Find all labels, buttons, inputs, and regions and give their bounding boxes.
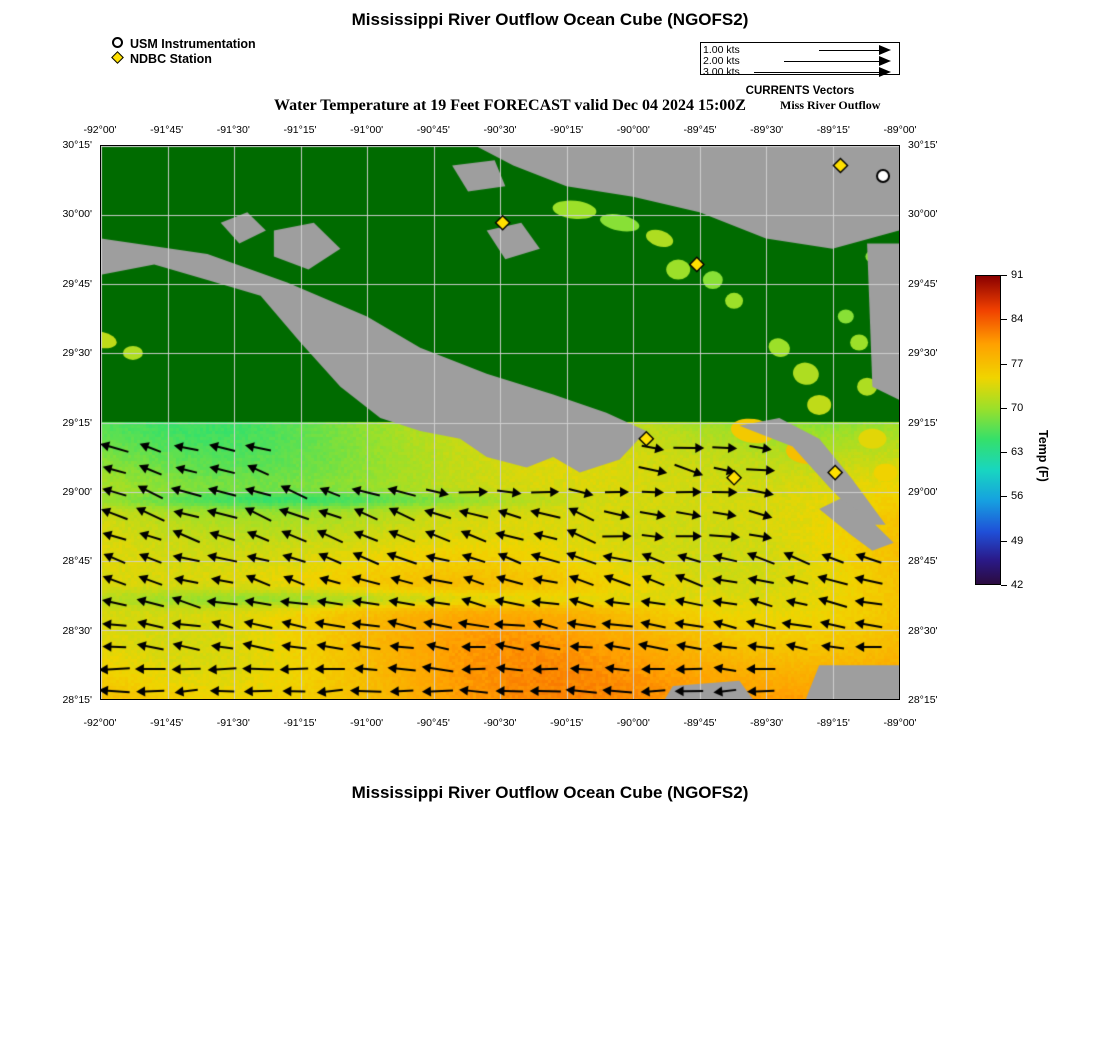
y-tick-label: 29°00' (908, 485, 938, 498)
colorbar-tick-label: 49 (1011, 534, 1024, 547)
colorbar-tick (1001, 275, 1007, 276)
colorbar-tick (1001, 541, 1007, 542)
x-tick-label: -89°15' (816, 124, 850, 136)
vector-shaft-1 (819, 50, 879, 51)
colorbar-tick (1001, 585, 1007, 586)
colorbar-tick (1001, 364, 1007, 365)
y-tick-label: 29°45' (62, 277, 92, 290)
x-tick-label: -91°30' (216, 717, 250, 729)
x-tick-label: -90°45' (416, 124, 450, 136)
y-tick-label: 30°15' (908, 139, 938, 151)
y-tick-label: 28°45' (908, 555, 938, 568)
vector-key-label-2: 2.00 kts (703, 55, 740, 67)
x-tick-label: -91°15' (283, 717, 317, 729)
y-tick-label: 29°15' (62, 416, 92, 429)
legend-label-ndbc: NDBC Station (130, 51, 212, 66)
x-tick-label: -91°15' (283, 124, 317, 136)
vector-key-row-3 (701, 67, 901, 78)
vector-key-label-1: 1.00 kts (703, 44, 740, 56)
x-tick-label: -90°45' (416, 717, 450, 729)
vector-head-icon (879, 56, 891, 66)
y-tick-label: 29°00' (62, 485, 92, 498)
currents-vector-key (700, 42, 900, 78)
circle-marker-icon (110, 36, 130, 51)
map-plot-area[interactable] (100, 145, 900, 700)
x-tick-label: -91°00' (350, 124, 384, 136)
map-legend (110, 36, 256, 66)
x-tick-label: -91°45' (150, 717, 184, 729)
vector-key-caption: CURRENTS Vectors (745, 85, 855, 97)
x-tick-label: -90°30' (483, 717, 517, 729)
x-tick-label: -90°15' (550, 717, 584, 729)
colorbar-tick (1001, 319, 1007, 320)
y-tick-label: 28°15' (62, 694, 92, 706)
colorbar-tick-label: 42 (1011, 579, 1024, 591)
legend-label-usm: USM Instrumentation (130, 36, 256, 51)
outflow-label: Miss River Outflow (780, 98, 881, 112)
y-tick-label: 30°00' (62, 208, 92, 221)
x-tick-label: -91°00' (350, 717, 384, 729)
colorbar-gradient (975, 275, 1001, 585)
map-canvas (101, 146, 899, 699)
x-tick-label: -92°00' (83, 717, 117, 729)
colorbar-title: Temp (F) (1036, 430, 1050, 482)
y-tick-label: 28°30' (62, 624, 92, 637)
bottom-title: Mississippi River Outflow Ocean Cube (NGOFS2) (351, 783, 749, 802)
x-tick-label: -89°00' (883, 717, 917, 729)
vector-shaft-3 (754, 72, 879, 73)
x-tick-label: -92°00' (83, 124, 117, 136)
y-tick-label: 30°00' (908, 208, 938, 221)
colorbar-tick (1001, 408, 1007, 409)
x-tick-label: -89°30' (750, 717, 784, 729)
y-tick-label: 30°15' (62, 139, 92, 151)
x-tick-label: -89°00' (883, 124, 917, 136)
colorbar-tick-label: 56 (1011, 490, 1024, 503)
colorbar-tick-label: 70 (1011, 401, 1024, 414)
colorbar-tick-label: 91 (1011, 269, 1024, 281)
diamond-marker-icon (110, 51, 130, 66)
y-tick-label: 28°45' (62, 555, 92, 568)
y-tick-label: 29°15' (908, 416, 938, 429)
colorbar-tick-label: 84 (1011, 313, 1024, 326)
x-tick-label: -89°30' (750, 124, 784, 136)
x-tick-label: -89°45' (683, 124, 717, 136)
y-tick-label: 29°30' (62, 347, 92, 360)
x-tick-label: -89°45' (683, 717, 717, 729)
y-tick-label: 28°30' (908, 624, 938, 637)
y-tick-label: 28°15' (908, 694, 938, 706)
legend-item-usm (110, 36, 256, 51)
vector-key-label-3: 3.00 kts (703, 66, 740, 78)
x-tick-label: -91°30' (216, 124, 250, 136)
legend-item-ndbc (110, 51, 256, 66)
vector-head-icon (879, 67, 891, 77)
x-tick-label: -90°30' (483, 124, 517, 136)
x-tick-label: -90°00' (616, 717, 650, 729)
x-tick-label: -91°45' (150, 124, 184, 136)
y-tick-label: 29°45' (908, 277, 938, 290)
page-title: Mississippi River Outflow Ocean Cube (NGOFS2) (351, 10, 749, 29)
colorbar-tick-label: 63 (1011, 446, 1024, 459)
x-tick-label: -89°15' (816, 717, 850, 729)
map-subtitle: Water Temperature at 19 Feet FORECAST valid Dec 04 2024 15:00Z (274, 97, 746, 114)
colorbar-tick (1001, 452, 1007, 453)
vector-head-icon (879, 45, 891, 55)
colorbar-tick (1001, 496, 1007, 497)
colorbar-tick-label: 77 (1011, 357, 1024, 370)
vector-shaft-2 (784, 61, 879, 62)
x-tick-label: -90°15' (550, 124, 584, 136)
y-tick-label: 29°30' (908, 347, 938, 360)
x-tick-label: -90°00' (616, 124, 650, 136)
